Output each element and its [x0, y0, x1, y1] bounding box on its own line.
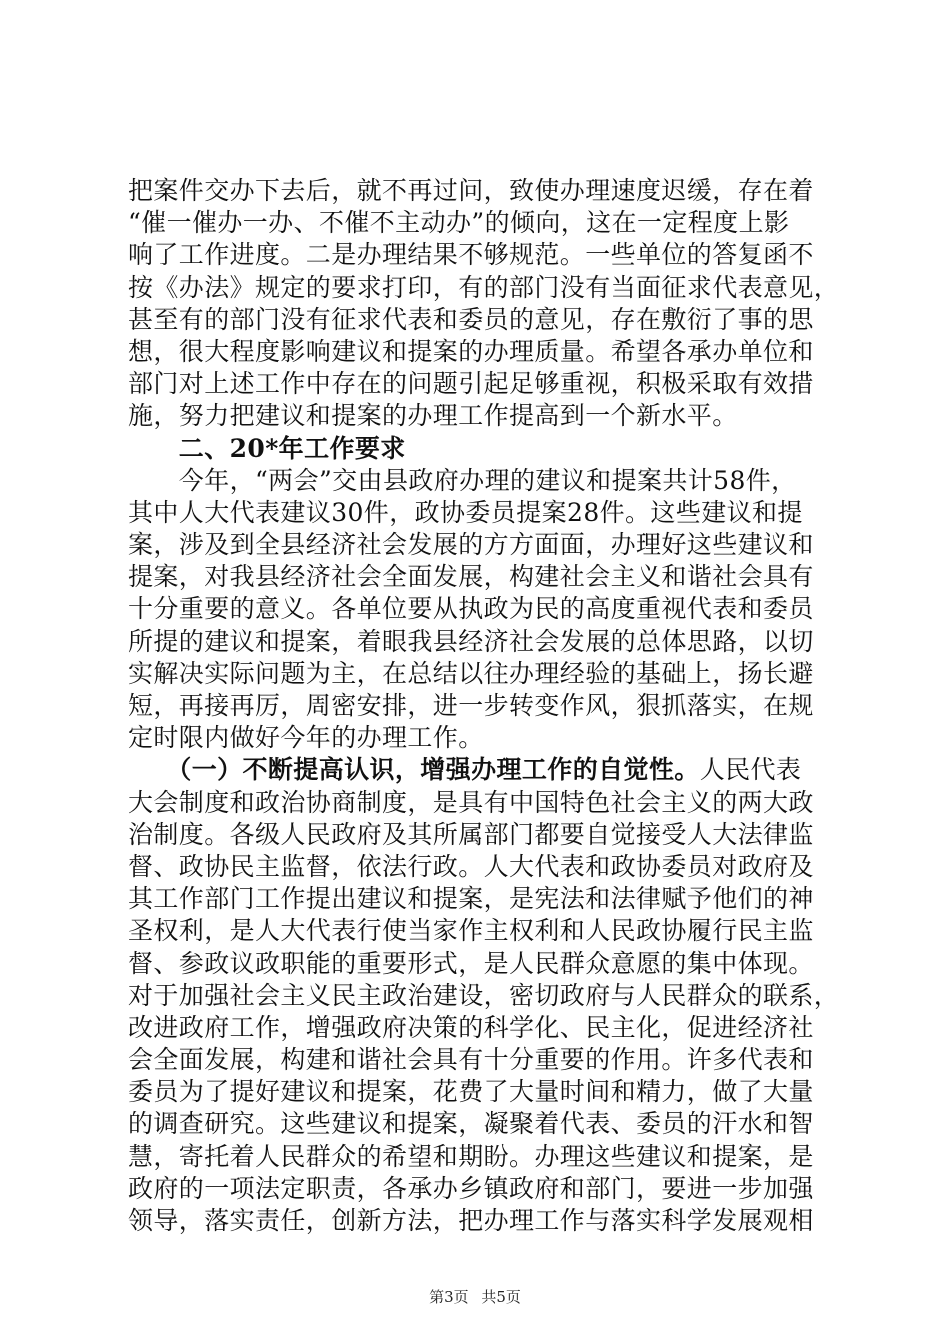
subsection-text: 人民代表 [699, 755, 802, 785]
text-line: 十分重要的意义。各单位要从执政为民的高度重视代表和委员 [128, 594, 814, 624]
page-number: 第3页 [429, 1288, 469, 1306]
text-line: 对于加强社会主义民主政治建设，密切政府与人民群众的联系， [128, 980, 840, 1010]
text-line: 的调查研究。这些建议和提案，凝聚着代表、委员的汗水和智 [128, 1109, 814, 1139]
text-line: 改进政府工作，增强政府决策的科学化、民主化，促进经济社 [128, 1012, 814, 1042]
section-heading: 二、20*年工作要求 [128, 433, 406, 463]
subsection-line [128, 754, 838, 786]
subsection-heading: （一）不断提高认识，增强办理工作的自觉性。 [128, 755, 700, 785]
text-line: 其工作部门工作提出建议和提案，是宪法和法律赋予他们的神 [128, 884, 814, 914]
text-line: “催一催办一办、不催不主动办”的倾向，这在一定程度上影 [128, 208, 790, 238]
text-line: 案，涉及到全县经济社会发展的方方面面，办理好这些建议和 [128, 530, 814, 560]
text-line: 督、参政议政职能的重要形式，是人民群众意愿的集中体现。 [128, 948, 814, 978]
text-line: 大会制度和政治协商制度，是具有中国特色社会主义的两大政 [128, 787, 814, 817]
text-line: 委员为了提好建议和提案，花费了大量时间和精力，做了大量 [128, 1077, 814, 1107]
text-line: 政府的一项法定职责，各承办乡镇政府和部门，要进一步加强 [128, 1173, 814, 1203]
text-line: 今年，“两会”交由县政府办理的建议和提案共计58件， [128, 465, 797, 495]
page-footer [0, 1286, 950, 1307]
page-total: 共5页 [481, 1288, 521, 1306]
text-line: 治制度。各级人民政府及其所属部门都要自觉接受人大法律监 [128, 819, 814, 849]
text-line: 提案，对我县经济社会全面发展，构建社会主义和谐社会具有 [128, 562, 814, 592]
text-line: 响了工作进度。二是办理结果不够规范。一些单位的答复函不 [128, 240, 814, 270]
text-line: 其中人大代表建议30件，政协委员提案28件。这些建议和提 [128, 497, 803, 527]
text-line: 领导，落实责任，创新方法，把办理工作与落实科学发展观相 [128, 1206, 814, 1235]
text-line: 按《办法》规定的要求打印，有的部门没有当面征求代表意见， [128, 272, 840, 302]
body-text [128, 175, 838, 1237]
text-line: 实解决实际问题为主，在总结以往办理经验的基础上，扬长避 [128, 658, 814, 688]
text-line: 施，努力把建议和提案的办理工作提高到一个新水平。 [128, 401, 738, 431]
text-line: 定时限内做好今年的办理工作。 [128, 723, 484, 753]
text-line: 短，再接再厉，周密安排，进一步转变作风，狠抓落实，在规 [128, 691, 814, 720]
text-line: 会全面发展，构建和谐社会具有十分重要的作用。许多代表和 [128, 1045, 814, 1075]
text-line: 把案件交办下去后，就不再过问，致使办理速度迟缓，存在着 [128, 176, 814, 205]
text-line: 想，很大程度影响建议和提案的办理质量。希望各承办单位和 [128, 336, 814, 366]
text-line: 甚至有的部门没有征求代表和委员的意见，存在敷衍了事的思 [128, 304, 814, 334]
text-line: 部门对上述工作中存在的问题引起足够重视，积极采取有效措 [128, 369, 814, 399]
text-line: 所提的建议和提案，着眼我县经济社会发展的总体思路，以切 [128, 626, 814, 656]
text-line: 督、政协民主监督，依法行政。人大代表和政协委员对政府及 [128, 851, 814, 881]
text-line: 慧，寄托着人民群众的希望和期盼。办理这些建议和提案，是 [128, 1141, 814, 1171]
text-line: 圣权利，是人大代表行使当家作主权利和人民政协履行民主监 [128, 916, 814, 946]
